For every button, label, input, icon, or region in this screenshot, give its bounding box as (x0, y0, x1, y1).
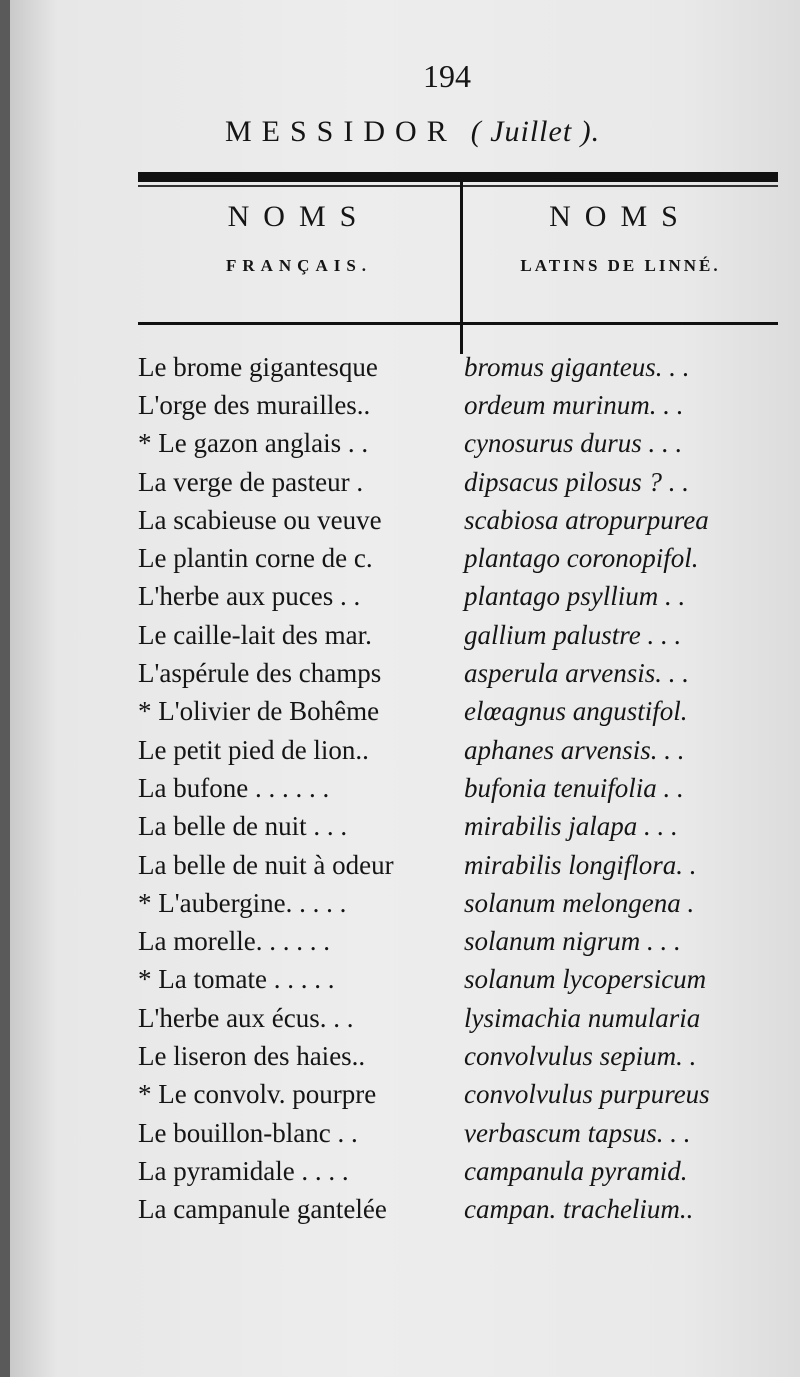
list-item (138, 884, 778, 922)
list-item (138, 961, 778, 999)
french-name: La campanule gantelée (138, 1194, 387, 1225)
latin-name: scabiosa atropurpurea (463, 504, 709, 535)
french-name: Le bouillon-blanc . . (138, 1117, 358, 1148)
latin-name: solanum nigrum . . . (463, 926, 681, 957)
page-number: 194 (423, 58, 471, 94)
latin-name: cynosurus durus . . . (463, 428, 683, 459)
latin-name: dipsacus pilosus ? . . (463, 466, 689, 497)
french-name: * Le gazon anglais . . (138, 428, 369, 459)
latin-name: campanula pyramid. (463, 1155, 688, 1186)
list-item (138, 501, 778, 539)
french-name: * La tomate . . . . . (138, 964, 335, 995)
latin-name: convolvulus sepium. . (463, 1040, 697, 1071)
french-name: La verge de pasteur . (138, 466, 364, 497)
latin-name: campan. trachelium.. (463, 1194, 694, 1225)
latin-name: plantago coronopifol. (463, 543, 699, 574)
list-item (138, 846, 778, 884)
list-item (138, 731, 778, 769)
french-name: La scabieuse ou veuve (138, 504, 382, 535)
left-column-heading (138, 200, 460, 276)
top-thick-rule (138, 172, 778, 182)
running-head-title: MESSIDOR (225, 115, 457, 148)
latin-name: asperula arvensis. . . (463, 658, 689, 689)
french-name: Le petit pied de lion.. (138, 734, 369, 765)
french-name: Le brome gigantesque (138, 351, 378, 382)
latin-name: mirabilis jalapa . . . (463, 811, 678, 842)
list-item (138, 578, 778, 616)
french-name: L'herbe aux puces . . (138, 581, 361, 612)
list-item (138, 654, 778, 692)
list-item (138, 808, 778, 846)
list-item (138, 539, 778, 577)
french-name: * L'aubergine. . . . . (138, 887, 347, 918)
latin-name: elœagnus angustifol. (463, 696, 688, 727)
french-name: L'aspérule des champs (138, 658, 382, 689)
latin-name: bufonia tenuifolia . . (463, 772, 684, 803)
book-page (10, 0, 800, 1377)
french-name: * Le convolv. pourpre (138, 1079, 377, 1110)
latin-name: bromus giganteus. . . (463, 351, 690, 382)
list-item (138, 999, 778, 1037)
french-name: La belle de nuit à odeur (138, 849, 394, 880)
list-item (138, 1114, 778, 1152)
list-item (138, 1152, 778, 1190)
latin-name: mirabilis longiflora. . (463, 849, 697, 880)
list-item (138, 348, 778, 386)
left-heading-francais: FRANÇAIS. (225, 256, 373, 275)
french-name: L'orge des murailles.. (138, 389, 371, 420)
list-item (138, 1191, 778, 1229)
latin-name: lysimachia numularia (463, 1002, 701, 1033)
names-list (138, 348, 778, 1229)
header-bottom-rule (138, 322, 778, 325)
list-item (138, 769, 778, 807)
right-column-heading (463, 200, 778, 276)
latin-name: aphanes arvensis. . . (463, 734, 685, 765)
french-name: * L'olivier de Bohême (138, 696, 380, 727)
french-name: La morelle. . . . . . (138, 926, 330, 957)
list-item (138, 1037, 778, 1075)
right-heading-noms: NOMS (549, 200, 692, 233)
list-item (138, 922, 778, 960)
latin-name: solanum lycopersicum (463, 964, 707, 995)
latin-name: convolvulus purpureus (463, 1079, 710, 1110)
list-item (138, 616, 778, 654)
list-item (138, 425, 778, 463)
list-item (138, 386, 778, 424)
latin-name: solanum melongena . (463, 887, 695, 918)
left-heading-noms: NOMS (227, 200, 371, 233)
french-name: La belle de nuit . . . (138, 811, 348, 842)
running-head-subtitle: ( Juillet ). (470, 115, 601, 148)
french-name: Le plantin corne de c. (138, 543, 373, 574)
french-name: La pyramidale . . . . (138, 1155, 349, 1186)
latin-name: ordeum murinum. . . (463, 389, 684, 420)
list-item (138, 693, 778, 731)
right-heading-latins: LATINS DE LINNÉ. (520, 256, 721, 275)
french-name: Le liseron des haies.. (138, 1040, 366, 1071)
list-item (138, 463, 778, 501)
latin-name: plantago psyllium . . (463, 581, 686, 612)
french-name: La bufone . . . . . . (138, 772, 330, 803)
latin-name: verbascum tapsus. . . (463, 1117, 691, 1148)
french-name: Le caille-lait des mar. (138, 619, 372, 650)
latin-name: gallium palustre . . . (463, 619, 682, 650)
running-head (225, 115, 600, 149)
list-item (138, 1076, 778, 1114)
french-name: L'herbe aux écus. . . (138, 1002, 354, 1033)
top-thin-rule (138, 185, 778, 187)
